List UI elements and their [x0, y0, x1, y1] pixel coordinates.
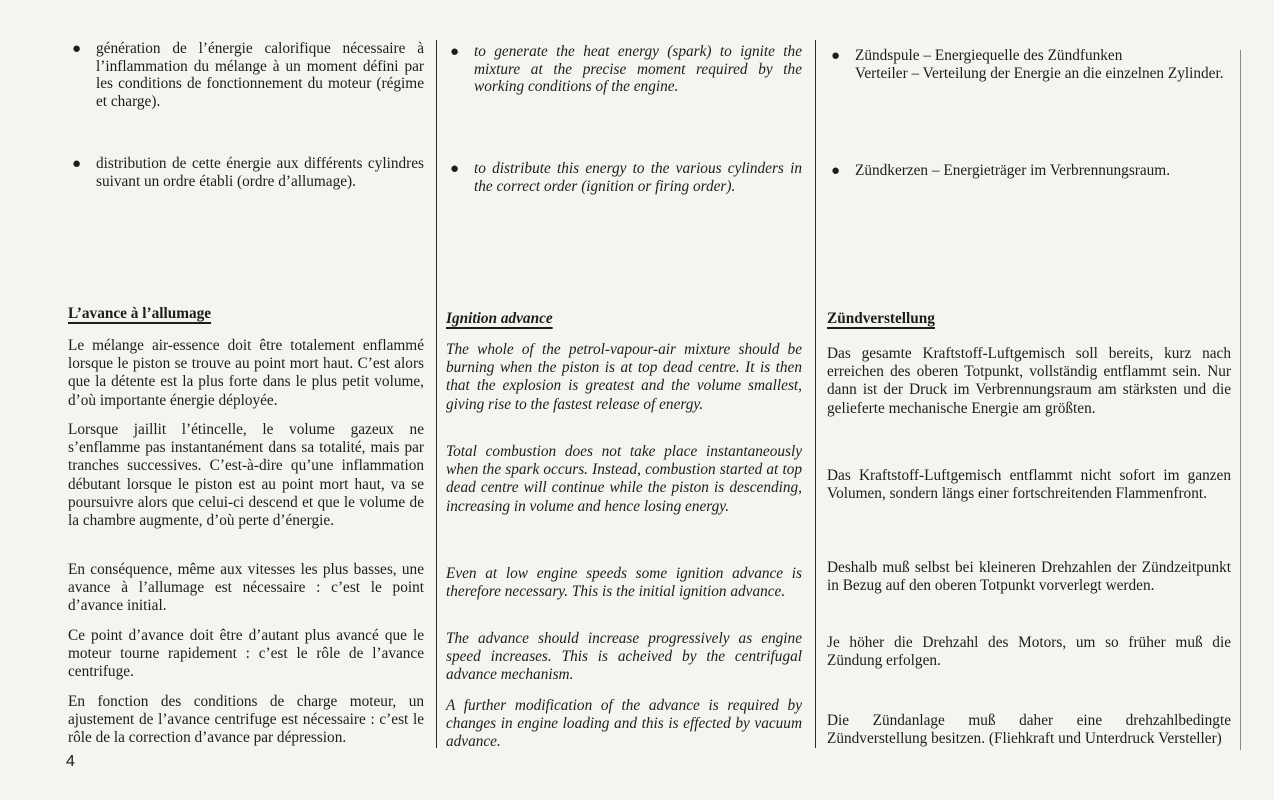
french-bullet-2-text: distribution de cette énergie aux différents cylindres suivant un ordre établi (ordre d’allumage).	[96, 155, 424, 190]
french-paragraph-2: Lorsque jaillit l’étincelle, le volume gazeux ne s’enflamme pas instantanément dans sa totalité, mais par tranches successives. C’est-à-dire qu’une inflammation débutant lorsque le piston est au point mort haut, va se poursuivre alors que celui-ci descend et que le volume de la chambre augmente, d’où perte d’énergie.	[68, 421, 424, 530]
bullet-dot-icon: ●	[72, 41, 82, 57]
french-paragraph-4: Ce point d’avance doit être d’autant plus avancé que le moteur tourne rapidement : c’est le rôle de l’avance centrifuge.	[68, 627, 424, 681]
german-bullet-1-line-1: Zündspule – Energiequelle des Zündfunken	[855, 47, 1123, 64]
german-heading: Zündverstellung	[827, 310, 935, 327]
french-column	[68, 0, 424, 800]
bullet-dot-icon: ●	[450, 44, 460, 60]
bullet-dot-icon: ●	[450, 161, 460, 177]
english-bullet-1-text: to generate the heat energy (spark) to ignite the mixture at the precise moment required by the working conditions of the engine.	[474, 43, 802, 96]
german-bullet-1-line-2: Verteiler – Verteilung der Energie an die einzelnen Zylinder.	[855, 64, 1224, 82]
german-paragraph-3: Deshalb muß selbst bei kleineren Drehzahlen der Zündzeitpunkt in Bezug auf den oberen Totpunkt vorverlegt werden.	[827, 559, 1231, 595]
english-heading: Ignition advance	[446, 310, 553, 327]
english-bullet-2	[446, 160, 802, 195]
english-column	[446, 0, 802, 800]
column-divider-left	[436, 40, 437, 748]
german-paragraph-4: Je höher die Drehzahl des Motors, um so früher muß die Zündung erfolgen.	[827, 634, 1231, 670]
french-paragraph-5: En fonction des conditions de charge moteur, un ajustement de l’avance centrifuge est nécessaire : c’est le rôle de la correction d’avance par dépression.	[68, 693, 424, 747]
german-bullet-2	[827, 162, 1231, 180]
french-heading: L’avance à l’allumage	[68, 305, 212, 322]
english-paragraph-3: Even at low engine speeds some ignition advance is therefore necessary. This is the initial ignition advance.	[446, 565, 802, 601]
english-paragraph-2: Total combustion does not take place instantaneously when the spark occurs. Instead, combustion started at top dead centre will continue while the piston is descending, increasing in volume and hence losing energy.	[446, 443, 802, 515]
french-paragraph-3: En conséquence, même aux vitesses les plus basses, une avance à l’allumage est nécessaire : c’est le point d’avance initial.	[68, 561, 424, 615]
french-bullet-1-text: génération de l’énergie calorifique nécessaire à l’inflammation du mélange à un moment défini par les conditions de fonctionnement du moteur (régime et charge).	[96, 40, 424, 110]
french-paragraph-1: Le mélange air-essence doit être totalement enflammé lorsque le piston se trouve au point mort haut. C’est alors que la détente est la plus forte dans le plus petit volume, d’où importante énergie déployée.	[68, 337, 424, 409]
german-bullet-1	[827, 47, 1231, 82]
german-paragraph-1: Das gesamte Kraftstoff-Luftgemisch soll bereits, kurz nach erreichen des oberen Totpunkt, vollständig entflammt sein. Nur dann ist der Druck im Verbrennungsraum am stärksten und die gelieferte mechanische Energie am größten.	[827, 345, 1231, 417]
right-edge-rule	[1240, 50, 1241, 750]
column-divider-right	[815, 40, 816, 748]
german-bullet-2-text: Zündkerzen – Energieträger im Verbrennungsraum.	[855, 162, 1171, 179]
german-paragraph-5: Die Zündanlage muß daher eine drehzahlbedingte Zündverstellung besitzen. (Fliehkraft und Unterdruck Versteller)	[827, 712, 1231, 748]
english-paragraph-4: The advance should increase progressively as engine speed increases. This is acheived by the centrifugal advance mechanism.	[446, 630, 802, 684]
french-bullet-2	[68, 155, 424, 190]
english-bullet-1	[446, 43, 802, 96]
german-paragraph-2: Das Kraftstoff-Luftgemisch entflammt nicht sofort im ganzen Volumen, sondern längs einer fortschreitenden Flammenfront.	[827, 467, 1231, 503]
english-paragraph-1: The whole of the petrol-vapour-air mixture should be burning when the piston is at top dead centre. It is then that the explosion is greatest and the volume smallest, giving rise to the fastest release of energy.	[446, 341, 802, 413]
french-bullet-1	[68, 40, 424, 110]
bullet-dot-icon: ●	[72, 156, 82, 172]
page-number: 4	[66, 753, 75, 770]
bullet-dot-icon: ●	[831, 48, 841, 64]
english-paragraph-5: A further modification of the advance is required by changes in engine loading and this is effected by vacuum advance.	[446, 697, 802, 751]
bullet-dot-icon: ●	[831, 163, 841, 179]
german-column	[827, 0, 1231, 800]
english-bullet-2-text: to distribute this energy to the various cylinders in the correct order (ignition or firing order).	[474, 160, 802, 195]
